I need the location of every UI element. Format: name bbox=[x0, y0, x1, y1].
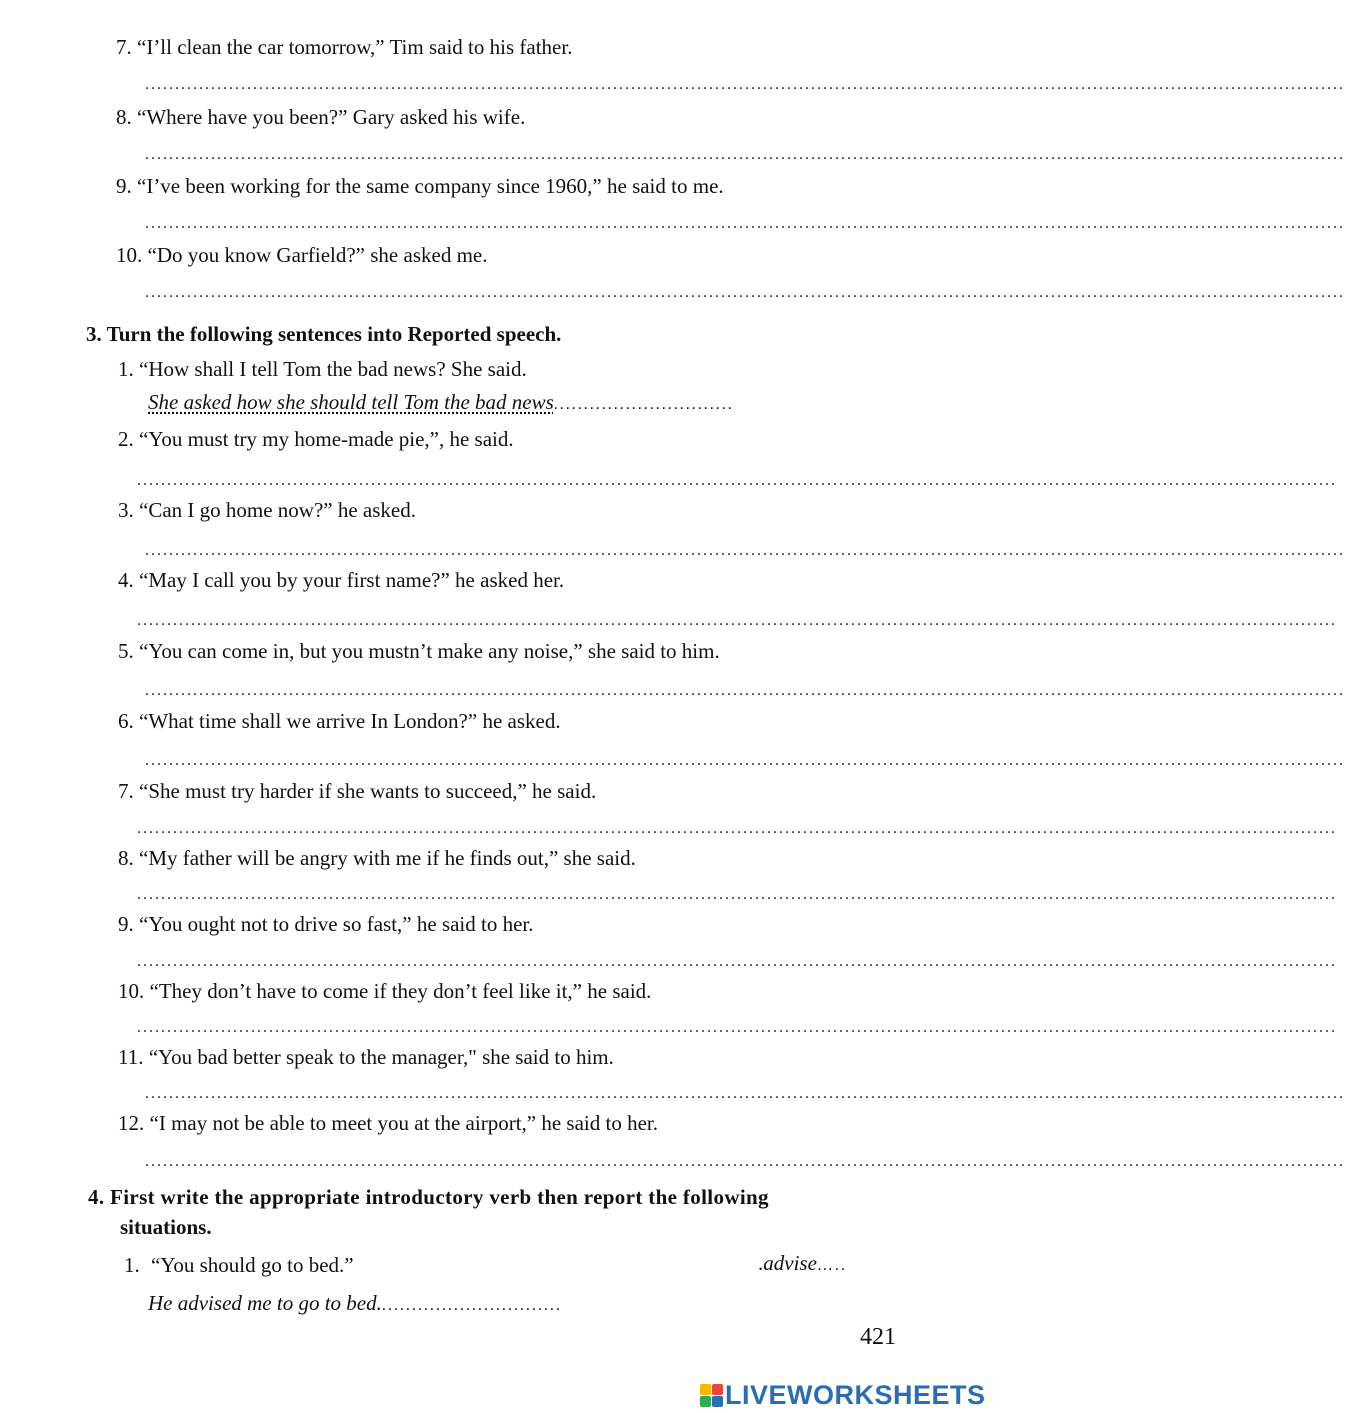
answer-line[interactable]: ........................................................................................................................................................................................................ bbox=[145, 284, 1345, 301]
answer-line[interactable]: ........................................................................................................................................................................................................ bbox=[145, 682, 1345, 699]
item-text: “Do you know Garfield?” she asked me. bbox=[147, 243, 488, 267]
answer-dots: .............................. bbox=[381, 1297, 562, 1314]
item-text: “I may not be able to meet you at the airport,” he said to her. bbox=[149, 1111, 658, 1135]
liveworksheets-logo bbox=[700, 1380, 986, 1410]
item-text: “You can come in, but you mustn’t make any noise,” she said to him. bbox=[139, 639, 720, 663]
item-text: “I’ve been working for the same company since 1960,” he said to me. bbox=[137, 174, 724, 198]
logo-square bbox=[700, 1396, 711, 1407]
item-number: 1. bbox=[118, 357, 134, 381]
example-answer-dots: .............................. bbox=[553, 396, 734, 413]
answer-line[interactable]: ........................................................................................................................................................................................................ bbox=[145, 542, 1345, 559]
s4-item-1 bbox=[124, 1252, 354, 1278]
answer-line[interactable]: ........................................................................................................................................................................................................ bbox=[137, 612, 1337, 629]
item-text: “She must try harder if she wants to succeed,” he said. bbox=[139, 779, 597, 803]
s3-item-10 bbox=[118, 978, 651, 1004]
item-text: “How shall I tell Tom the bad news? She said. bbox=[139, 357, 527, 381]
item-number: 8. bbox=[118, 846, 134, 870]
s3-item-11 bbox=[118, 1044, 614, 1070]
item-number: 7. bbox=[118, 779, 134, 803]
section-4-heading-line1: 4. First write the appropriate introductory verb then report the following bbox=[88, 1185, 769, 1209]
s4-item-1-answer bbox=[148, 1290, 562, 1319]
item-text: “May I call you by your first name?” he asked her. bbox=[139, 568, 565, 592]
s3-item-3 bbox=[118, 497, 416, 523]
answer-line[interactable]: ........................................................................................................................................................................................................ bbox=[137, 472, 1337, 489]
logo-square bbox=[712, 1396, 723, 1407]
item-number: 2. bbox=[118, 427, 134, 451]
s3-item-8 bbox=[118, 845, 636, 871]
answer-line[interactable]: ........................................................................................................................................................................................................ bbox=[145, 146, 1345, 163]
answer-line[interactable]: ........................................................................................................................................................................................................ bbox=[145, 1085, 1345, 1102]
s3-item-12 bbox=[118, 1110, 658, 1136]
logo-square bbox=[700, 1384, 711, 1395]
item-number: 8. bbox=[116, 105, 132, 129]
item-text: “You bad better speak to the manager," she said to him. bbox=[148, 1045, 614, 1069]
s2-item-9 bbox=[116, 173, 724, 199]
item-number: 12. bbox=[118, 1111, 145, 1135]
verb-text: advise bbox=[763, 1251, 817, 1275]
s3-item-4 bbox=[118, 567, 564, 593]
s2-item-8 bbox=[116, 104, 525, 130]
item-text: “My father will be angry with me if he finds out,” she said. bbox=[139, 846, 636, 870]
item-text: “You must try my home-made pie,”, he said. bbox=[139, 427, 514, 451]
verb-dots: ….. bbox=[816, 1257, 847, 1274]
item-number: 11. bbox=[118, 1045, 144, 1069]
item-number: 9. bbox=[118, 912, 134, 936]
answer-line[interactable]: ........................................................................................................................................................................................................ bbox=[145, 1153, 1345, 1170]
s3-item-5 bbox=[118, 638, 720, 664]
s3-item-6 bbox=[118, 708, 561, 734]
answer-line[interactable]: ........................................................................................................................................................................................................ bbox=[137, 886, 1337, 903]
item-number: 1. bbox=[124, 1253, 140, 1277]
item-text: “You should go to bed.” bbox=[151, 1253, 354, 1277]
item-number: 4. bbox=[118, 568, 134, 592]
item-text: “Where have you been?” Gary asked his wife. bbox=[137, 105, 526, 129]
answer-line[interactable]: ........................................................................................................................................................................................................ bbox=[145, 752, 1345, 769]
item-number: 5. bbox=[118, 639, 134, 663]
item-number: 6. bbox=[118, 709, 134, 733]
s4-item-1-verb bbox=[758, 1250, 847, 1279]
verb-dot: . bbox=[758, 1251, 764, 1275]
item-text: “They don’t have to come if they don’t feel like it,” he said. bbox=[149, 979, 652, 1003]
item-text: “You ought not to drive so fast,” he said to her. bbox=[139, 912, 534, 936]
item-text: “Can I go home now?” he asked. bbox=[139, 498, 416, 522]
s2-item-7 bbox=[116, 34, 572, 60]
item-number: 10. bbox=[116, 243, 143, 267]
answer-line[interactable]: ........................................................................................................................................................................................................ bbox=[145, 76, 1345, 93]
liveworksheets-logo-icon bbox=[700, 1384, 722, 1406]
answer-line[interactable]: ........................................................................................................................................................................................................ bbox=[137, 953, 1337, 970]
item-text: “What time shall we arrive In London?” he asked. bbox=[139, 709, 561, 733]
s3-item-1 bbox=[118, 356, 527, 382]
logo-text: LIVEWORKSHEETS bbox=[725, 1379, 986, 1410]
section-3-heading: 3. Turn the following sentences into Reported speech. bbox=[86, 322, 562, 346]
answer-text: He advised me to go to bed. bbox=[148, 1291, 382, 1315]
answer-line[interactable]: ........................................................................................................................................................................................................ bbox=[137, 820, 1337, 837]
logo-square bbox=[712, 1384, 723, 1395]
s3-item-7 bbox=[118, 778, 596, 804]
s3-item-9 bbox=[118, 911, 534, 937]
item-number: 3. bbox=[118, 498, 134, 522]
example-answer-text: She asked how she should tell Tom the bad news bbox=[148, 390, 554, 414]
example-answer bbox=[148, 389, 734, 418]
answer-line[interactable]: ........................................................................................................................................................................................................ bbox=[145, 215, 1345, 232]
item-text: “I’ll clean the car tomorrow,” Tim said to his father. bbox=[137, 35, 573, 59]
item-number: 9. bbox=[116, 174, 132, 198]
s2-item-10 bbox=[116, 242, 487, 268]
s3-item-2 bbox=[118, 426, 514, 452]
item-number: 7. bbox=[116, 35, 132, 59]
page-number: 421 bbox=[860, 1324, 896, 1350]
answer-line[interactable]: ........................................................................................................................................................................................................ bbox=[137, 1019, 1337, 1036]
item-number: 10. bbox=[118, 979, 145, 1003]
section-4-heading-line2: situations. bbox=[120, 1215, 212, 1239]
